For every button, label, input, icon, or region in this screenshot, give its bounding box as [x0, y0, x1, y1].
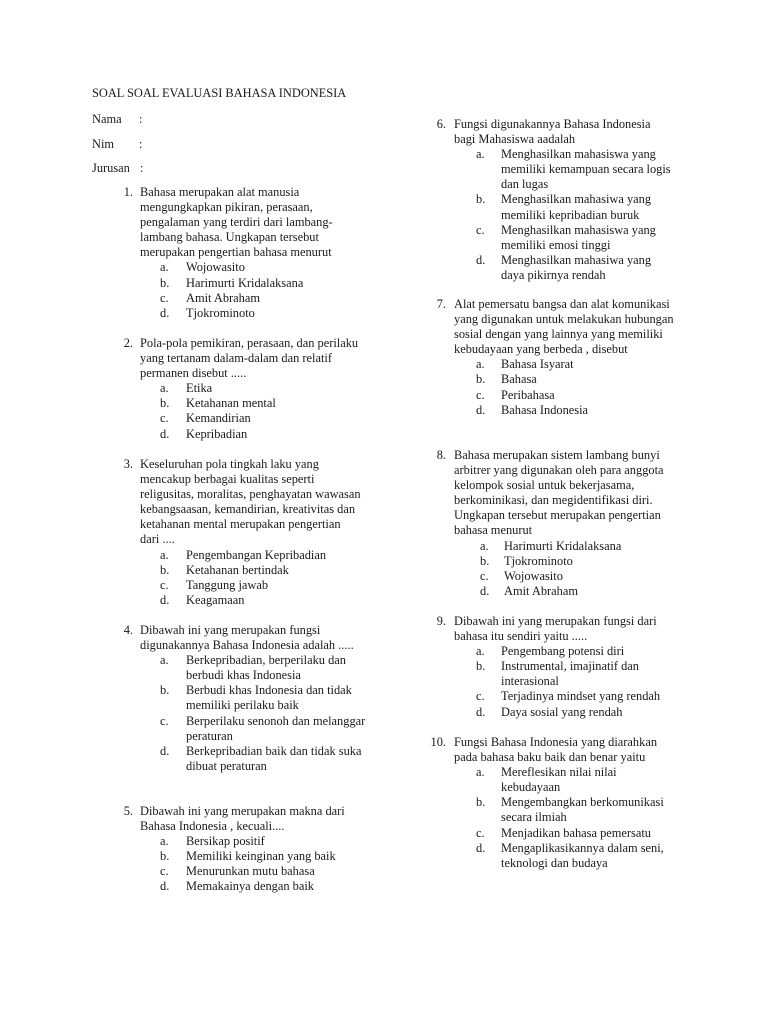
option-letter: d. — [476, 840, 486, 855]
option-b — [160, 562, 366, 578]
question-number: 4. — [123, 623, 133, 637]
option-text: Instrumental, imajinatif dan interasional — [501, 659, 639, 689]
option-a — [476, 147, 671, 192]
option-letter: b. — [476, 795, 486, 810]
option-letter: c. — [476, 222, 485, 237]
question-text: Bahasa merupakan alat manusia mengungkapkan pikiran, perasaan, pengalaman yang terdiri dari lambang-lambang bahasa. Ungkapan tersebut merupakan pengertian bahasa menurut — [140, 185, 333, 260]
option-text: Tjokrominoto — [186, 305, 255, 320]
option-b — [480, 553, 674, 569]
option-b — [476, 659, 671, 689]
option-a — [476, 644, 671, 659]
question-body — [454, 735, 674, 871]
option-text: Mengaplikasikannya dalam seni, teknologi dan budaya — [501, 840, 664, 870]
option-c — [160, 713, 366, 744]
option-text: Menghasilkan mahasiwa yang daya pikirnya rendah — [501, 252, 652, 282]
option-d — [160, 426, 366, 442]
option-text: Kepribadian — [186, 426, 248, 441]
option-a — [160, 547, 366, 563]
option-c — [476, 222, 671, 253]
option-b — [160, 275, 366, 291]
option-letter: b. — [160, 396, 170, 411]
option-d — [476, 704, 671, 720]
question-text: Keseluruhan pola tingkah laku yang mencakup berbagai kualitas seperti religusitas, moralitas, penghayatan wawasan kebangsaasan, kemandirian, kreativitas dan ketahanan mental merupakan pengertian dari .... — [140, 457, 361, 547]
question-number: 8. — [436, 448, 446, 462]
question-number: 5. — [123, 804, 133, 818]
option-text: Bahasa Isyarat — [501, 357, 574, 372]
option-text: Daya sosial yang rendah — [501, 704, 623, 719]
option-letter: a. — [476, 357, 485, 372]
option-text: Ketahanan mental — [186, 396, 276, 411]
option-text: Mengembangkan berkomunikasi secara ilmiah — [501, 795, 664, 825]
option-letter: a. — [160, 653, 169, 668]
option-letter: c. — [476, 689, 485, 704]
option-letter: b. — [160, 275, 170, 290]
option-letter: b. — [160, 562, 170, 577]
option-list — [454, 539, 678, 599]
option-text: Terjadinya mindset yang rendah — [501, 689, 661, 704]
option-text: Etika — [186, 381, 213, 396]
option-text: Amit Abraham — [504, 583, 578, 598]
option-letter: d. — [160, 592, 170, 607]
option-text: Bahasa — [501, 372, 537, 387]
question-text: Alat pemersatu bangsa dan alat komunikasi yang digunakan untuk melakukan hubungan sosial dengan yang lainnya yang memiliki kebudayaan yang berbeda , disebut — [454, 297, 674, 357]
option-a — [160, 260, 366, 275]
option-letter: c. — [160, 864, 169, 879]
option-text: Memakainya dengan baik — [186, 879, 314, 894]
question-body — [140, 185, 362, 321]
option-text: Tjokrominoto — [504, 553, 573, 568]
option-a — [160, 653, 366, 683]
document-title: SOAL SOAL EVALUASI BAHASA INDONESIA — [92, 86, 347, 100]
field-nim-colon: : — [139, 137, 143, 151]
option-a — [476, 765, 671, 795]
option-d — [476, 252, 671, 283]
field-nama-label: Nama — [92, 112, 122, 126]
question-body — [454, 614, 674, 720]
option-text: Keagamaan — [186, 592, 245, 607]
option-text: Bersikap positif — [186, 834, 265, 849]
option-text: Berbudi khas Indonesia dan tidak memiliki perilaku baik — [186, 683, 352, 713]
option-letter: b. — [476, 192, 486, 207]
option-d — [480, 583, 674, 599]
option-c — [480, 568, 674, 584]
option-text: Pengembang potensi diri — [501, 644, 625, 659]
option-letter: a. — [476, 644, 485, 659]
option-letter: a. — [480, 538, 489, 553]
question-number: 10. — [430, 735, 446, 749]
question-number: 1. — [123, 185, 133, 199]
question-text: Fungsi digunakannya Bahasa Indonesia bagi Mahasiswa aadalah — [454, 117, 651, 147]
option-a — [160, 381, 366, 396]
option-list — [140, 548, 362, 608]
option-a — [160, 834, 366, 849]
option-d — [476, 402, 671, 418]
question-text: Dibawah ini yang merupakan fungsi dari bahasa itu sendiri yaitu ..... — [454, 614, 657, 644]
option-letter: d. — [476, 252, 486, 267]
option-letter: c. — [480, 568, 489, 583]
question-text: Fungsi Bahasa Indonesia yang diarahkan pada bahasa baku baik dan benar yaitu — [454, 735, 658, 765]
question-number: 3. — [123, 457, 133, 471]
option-c — [160, 290, 366, 306]
option-text: Berperilaku senonoh dan melanggar peraturan — [186, 713, 366, 743]
option-a — [480, 538, 674, 554]
option-c — [160, 411, 366, 426]
option-list — [454, 644, 674, 719]
question-text: Dibawah ini yang merupakan makna dari Bahasa Indonesia , kecuali.... — [140, 804, 345, 834]
option-letter: d. — [160, 305, 170, 320]
option-letter: a. — [476, 765, 485, 780]
question-body — [140, 804, 362, 895]
field-jurusan-colon: : — [140, 161, 144, 175]
option-d — [160, 592, 366, 608]
option-c — [476, 689, 671, 704]
option-list — [454, 147, 671, 283]
option-b — [160, 396, 366, 411]
option-text: Menghasilkan mahasiwa yang memiliki kepribadian buruk — [501, 192, 652, 222]
question-body — [454, 448, 678, 599]
option-b — [476, 192, 671, 222]
option-b — [476, 795, 671, 825]
question-text: Bahasa merupakan sistem lambang bunyi arbitrer yang digunakan oleh para anggota kelompok sosial untuk bekerjasama, berkominikasi, dan megidentifikasi diri. Ungkapan tersebut merupakan pengertian bahasa menurut — [454, 448, 664, 538]
option-a — [476, 357, 671, 372]
option-letter: b. — [476, 659, 486, 674]
option-list — [140, 834, 362, 894]
option-text: Pengembangan Kepribadian — [186, 547, 327, 562]
option-letter: a. — [160, 381, 169, 396]
option-text: Peribahasa — [501, 387, 555, 402]
option-letter: b. — [476, 372, 486, 387]
option-text: Memiliki keinginan yang baik — [186, 849, 336, 864]
option-text: Menghasilkan mahasiswa yang memiliki kemampuan secara logis dan lugas — [501, 147, 671, 192]
option-letter: b. — [160, 849, 170, 864]
option-list — [454, 357, 676, 417]
question-body — [454, 297, 676, 418]
option-text: Bahasa Indonesia — [501, 402, 589, 417]
option-text: Berkepribadian, berperilaku dan berbudi khas Indonesia — [186, 653, 346, 683]
option-letter: d. — [476, 704, 486, 719]
question-number: 9. — [436, 614, 446, 628]
option-letter: c. — [160, 577, 169, 592]
option-text: Harimurti Kridalaksana — [504, 538, 622, 553]
option-text: Harimurti Kridalaksana — [186, 275, 304, 290]
option-text: Berkepribadian baik dan tidak suka dibuat peraturan — [186, 743, 362, 773]
option-list — [140, 653, 366, 774]
option-c — [160, 577, 366, 593]
option-b — [476, 372, 671, 387]
option-letter: d. — [480, 583, 490, 598]
option-letter: a. — [160, 547, 169, 562]
option-letter: d. — [160, 426, 170, 441]
field-nim-label: Nim — [92, 137, 115, 151]
option-text: Amit Abraham — [186, 290, 260, 305]
option-c — [476, 387, 671, 403]
option-d — [160, 879, 366, 894]
option-letter: a. — [160, 834, 169, 849]
option-d — [160, 743, 366, 774]
question-body — [454, 117, 671, 283]
option-d — [160, 305, 366, 321]
option-letter: c. — [476, 825, 485, 840]
option-b — [160, 683, 366, 713]
option-d — [476, 840, 671, 871]
option-text: Tanggung jawab — [186, 577, 269, 592]
option-text: Menghasilkan mahasiswa yang memiliki emosi tinggi — [501, 222, 656, 252]
option-letter: d. — [476, 402, 486, 417]
option-text: Ketahanan bertindak — [186, 562, 289, 577]
option-text: Menurunkan mutu bahasa — [186, 864, 315, 879]
option-letter: c. — [476, 387, 485, 402]
question-number: 7. — [436, 297, 446, 311]
question-body — [140, 623, 366, 774]
option-letter: a. — [160, 260, 169, 275]
question-text: Dibawah ini yang merupakan fungsi digunakannya Bahasa Indonesia adalah ..... — [140, 623, 354, 653]
option-text: Mereflesikan nilai nilai kebudayaan — [501, 765, 617, 795]
option-text: Wojowasito — [186, 260, 245, 275]
option-letter: a. — [476, 147, 485, 162]
option-letter: c. — [160, 290, 169, 305]
option-letter: d. — [160, 743, 170, 758]
option-c — [476, 825, 671, 841]
question-body — [140, 336, 362, 442]
option-letter: c. — [160, 713, 169, 728]
question-number: 6. — [436, 117, 446, 131]
option-text: Kemandirian — [186, 411, 251, 426]
option-list — [140, 381, 362, 441]
question-text: Pola-pola pemikiran, perasaan, dan perilaku yang tertanam dalam-dalam dan relatif permanen disebut ..... — [140, 336, 359, 381]
question-body — [140, 457, 362, 608]
option-list — [140, 260, 362, 320]
option-b — [160, 849, 366, 864]
option-list — [454, 765, 674, 871]
option-letter: d. — [160, 879, 170, 894]
option-text: Wojowasito — [504, 568, 563, 583]
question-number: 2. — [123, 336, 133, 350]
option-c — [160, 864, 366, 879]
option-letter: b. — [480, 553, 490, 568]
field-nama-colon: : — [139, 112, 143, 126]
option-letter: c. — [160, 411, 169, 426]
field-jurusan-label: Jurusan — [92, 161, 130, 175]
option-letter: b. — [160, 683, 170, 698]
option-text: Menjadikan bahasa pemersatu — [501, 825, 652, 840]
